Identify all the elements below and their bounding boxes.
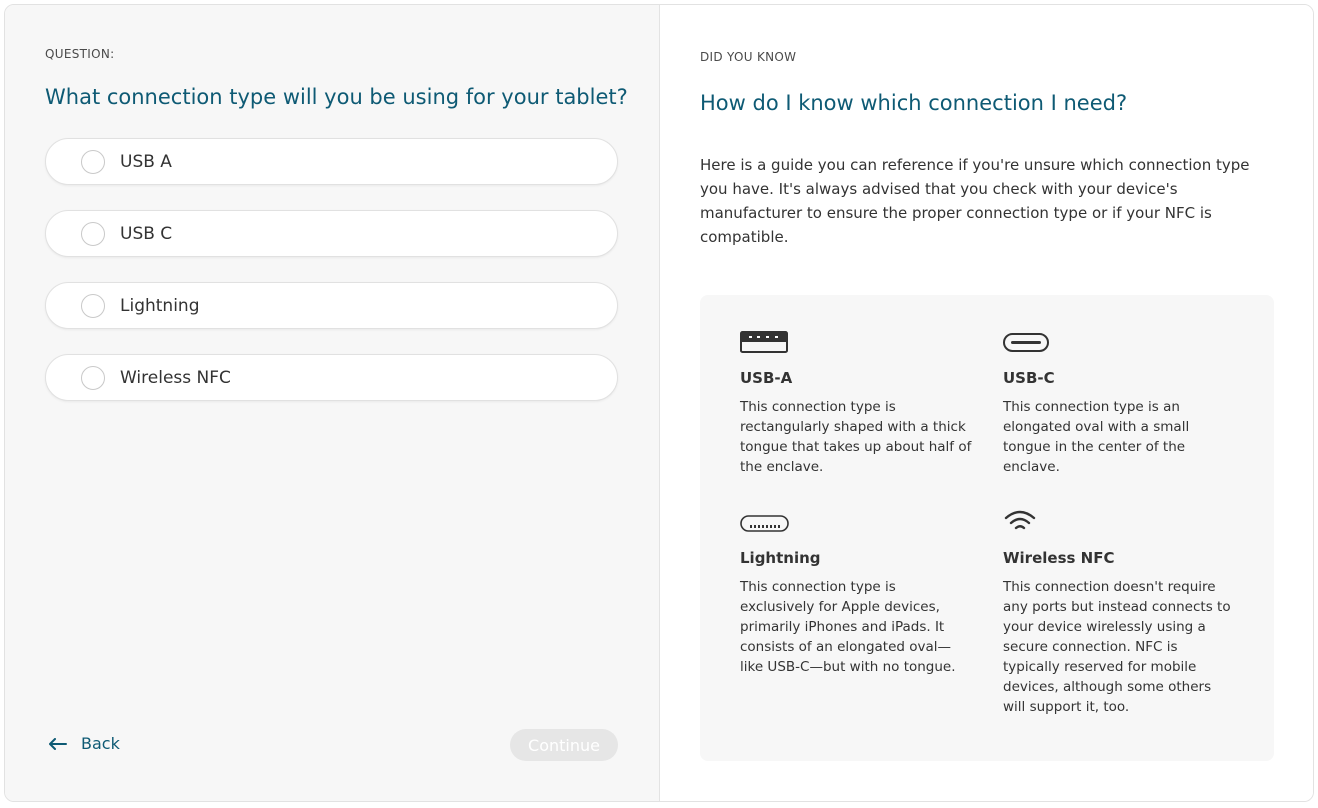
guide-card-lightning xyxy=(740,503,974,677)
guide-card-title: Wireless NFC xyxy=(1003,549,1115,567)
info-title: How do I know which connection I need? xyxy=(700,91,1128,115)
wireless-icon xyxy=(1003,503,1237,533)
answer-options xyxy=(45,138,618,426)
connection-guide xyxy=(700,295,1274,761)
info-intro: Here is a guide you can reference if you're unsure which connection type you have. It's always advised that you check with your device's manufacturer to ensure the proper connection type or if your NFC is compatible. xyxy=(700,156,1250,246)
usb-a-icon xyxy=(740,323,974,353)
radio-button[interactable] xyxy=(81,366,105,390)
info-panel xyxy=(660,5,1313,801)
option-wireless-nfc[interactable] xyxy=(45,354,618,401)
app-frame xyxy=(4,4,1314,802)
guide-card-title: USB-C xyxy=(1003,369,1055,387)
back-button[interactable] xyxy=(49,734,120,753)
guide-card-wireless-nfc xyxy=(1003,503,1237,717)
option-lightning[interactable] xyxy=(45,282,618,329)
guide-card-usb-a xyxy=(740,323,974,477)
radio-button[interactable] xyxy=(81,150,105,174)
guide-card-text: This connection type is exclusively for Apple devices, primarily iPhones and iPads. It consists of an elongated oval—like USB-C—but with no tongue. xyxy=(740,579,956,675)
option-label: Lightning xyxy=(120,295,200,316)
arrow-left-icon xyxy=(49,738,67,750)
option-label: USB A xyxy=(120,151,172,172)
usb-c-icon xyxy=(1003,323,1237,353)
guide-card-usb-c xyxy=(1003,323,1237,477)
guide-card-text: This connection type is an elongated oval with a small tongue in the center of the enclave. xyxy=(1003,399,1190,475)
guide-card-title: Lightning xyxy=(740,549,821,567)
option-label: Wireless NFC xyxy=(120,367,231,388)
question-eyebrow: QUESTION: xyxy=(45,47,115,61)
continue-button[interactable]: Continue xyxy=(510,729,618,761)
lightning-icon xyxy=(740,503,974,533)
option-usb-a[interactable] xyxy=(45,138,618,185)
question-title: What connection type will you be using for your tablet? xyxy=(45,85,628,109)
info-eyebrow: DID YOU KNOW xyxy=(700,50,797,64)
guide-card-text: This connection type is rectangularly shaped with a thick tongue that takes up about half of the enclave. xyxy=(740,399,972,475)
option-label: USB C xyxy=(120,223,173,244)
guide-card-title: USB-A xyxy=(740,369,793,387)
back-label: Back xyxy=(81,734,120,753)
guide-card-text: This connection doesn't require any ports but instead connects to your device wirelessly using a secure connection. NFC is typically reserved for mobile devices, although some others will support it, too. xyxy=(1003,579,1231,715)
radio-button[interactable] xyxy=(81,294,105,318)
option-usb-c[interactable] xyxy=(45,210,618,257)
radio-button[interactable] xyxy=(81,222,105,246)
question-panel xyxy=(5,5,660,801)
